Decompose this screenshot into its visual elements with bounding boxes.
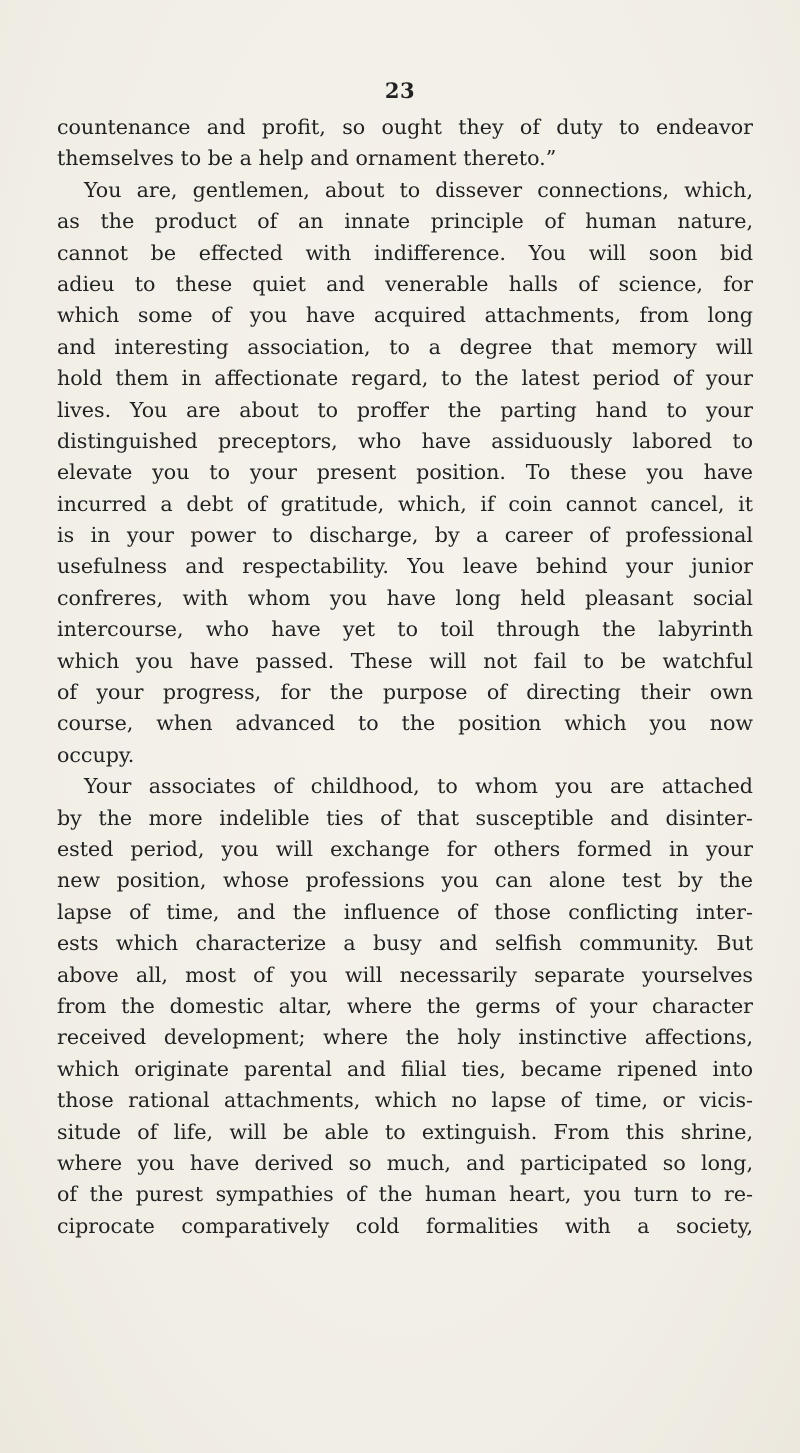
text-line: ested period, you will exchange for others formed in your (57, 836, 753, 861)
text-line: hold them in affectionate regard, to the latest period of your (57, 366, 753, 391)
text-line: adieu to these quiet and venerable halls of science, for (57, 271, 753, 296)
text-line: which originate parental and filial ties, became ripened into (57, 1056, 753, 1081)
text-line: You are, gentlemen, about to dissever connections, which, (84, 177, 753, 202)
text-line: as the product of an innate principle of human nature, (57, 209, 753, 234)
text-line: of your progress, for the purpose of directing their own (57, 680, 753, 705)
text-line: situde of life, will be able to extinguish. From this shrine, (57, 1119, 753, 1144)
text-line: course, when advanced to the position which you now (57, 711, 753, 736)
text-line: and interesting association, to a degree that memory will (57, 334, 753, 359)
text-line: lapse of time, and the influence of those conflicting inter- (57, 899, 753, 924)
text-line: lives. You are about to proffer the parting hand to your (57, 397, 753, 422)
text-line: above all, most of you will necessarily separate yourselves (57, 962, 753, 987)
text-line: Your associates of childhood, to whom you are attached (84, 774, 753, 799)
text-line: countenance and profit, so ought they of duty to endeavor (57, 115, 753, 139)
text-line: confreres, with whom you have long held pleasant social (57, 585, 753, 610)
text-line: of the purest sympathies of the human heart, you turn to re- (57, 1182, 753, 1207)
text-line: cannot be effected with indifference. You will soon bid (57, 240, 753, 265)
text-line: is in your power to discharge, by a career of professional (57, 523, 753, 548)
text-line: which you have passed. These will not fail to be watchful (57, 648, 753, 673)
text-line: received development; where the holy instinctive affections, (57, 1025, 753, 1050)
body-text (57, 112, 753, 1242)
text-line: usefulness and respectability. You leave behind your junior (57, 554, 753, 579)
text-line: ests which characterize a busy and selfish community. But (57, 931, 753, 956)
text-line: those rational attachments, which no lapse of time, or vicis- (57, 1088, 753, 1113)
text-line: themselves to be a help and ornament thereto.” (57, 146, 557, 171)
text-line: ciprocate comparatively cold formalities with a society, (57, 1213, 753, 1238)
text-line: occupy. (57, 742, 135, 767)
text-line: which some of you have acquired attachments, from long (57, 303, 753, 328)
text-line: new position, whose professions you can alone test by the (57, 868, 753, 893)
page-number: 23 (384, 78, 416, 103)
text-line: incurred a debt of gratitude, which, if coin cannot cancel, it (57, 491, 753, 516)
text-line: where you have derived so much, and participated so long, (57, 1150, 753, 1175)
text-line: by the more indelible ties of that susceptible and disinter- (57, 805, 753, 830)
text-line: elevate you to your present position. To these you have (57, 460, 753, 485)
text-line: from the domestic altar, where the germs of your character (57, 993, 753, 1018)
text-line: distinguished preceptors, who have assiduously labored to (57, 428, 753, 453)
text-line: intercourse, who have yet to toil through the labyrinth (57, 617, 753, 642)
